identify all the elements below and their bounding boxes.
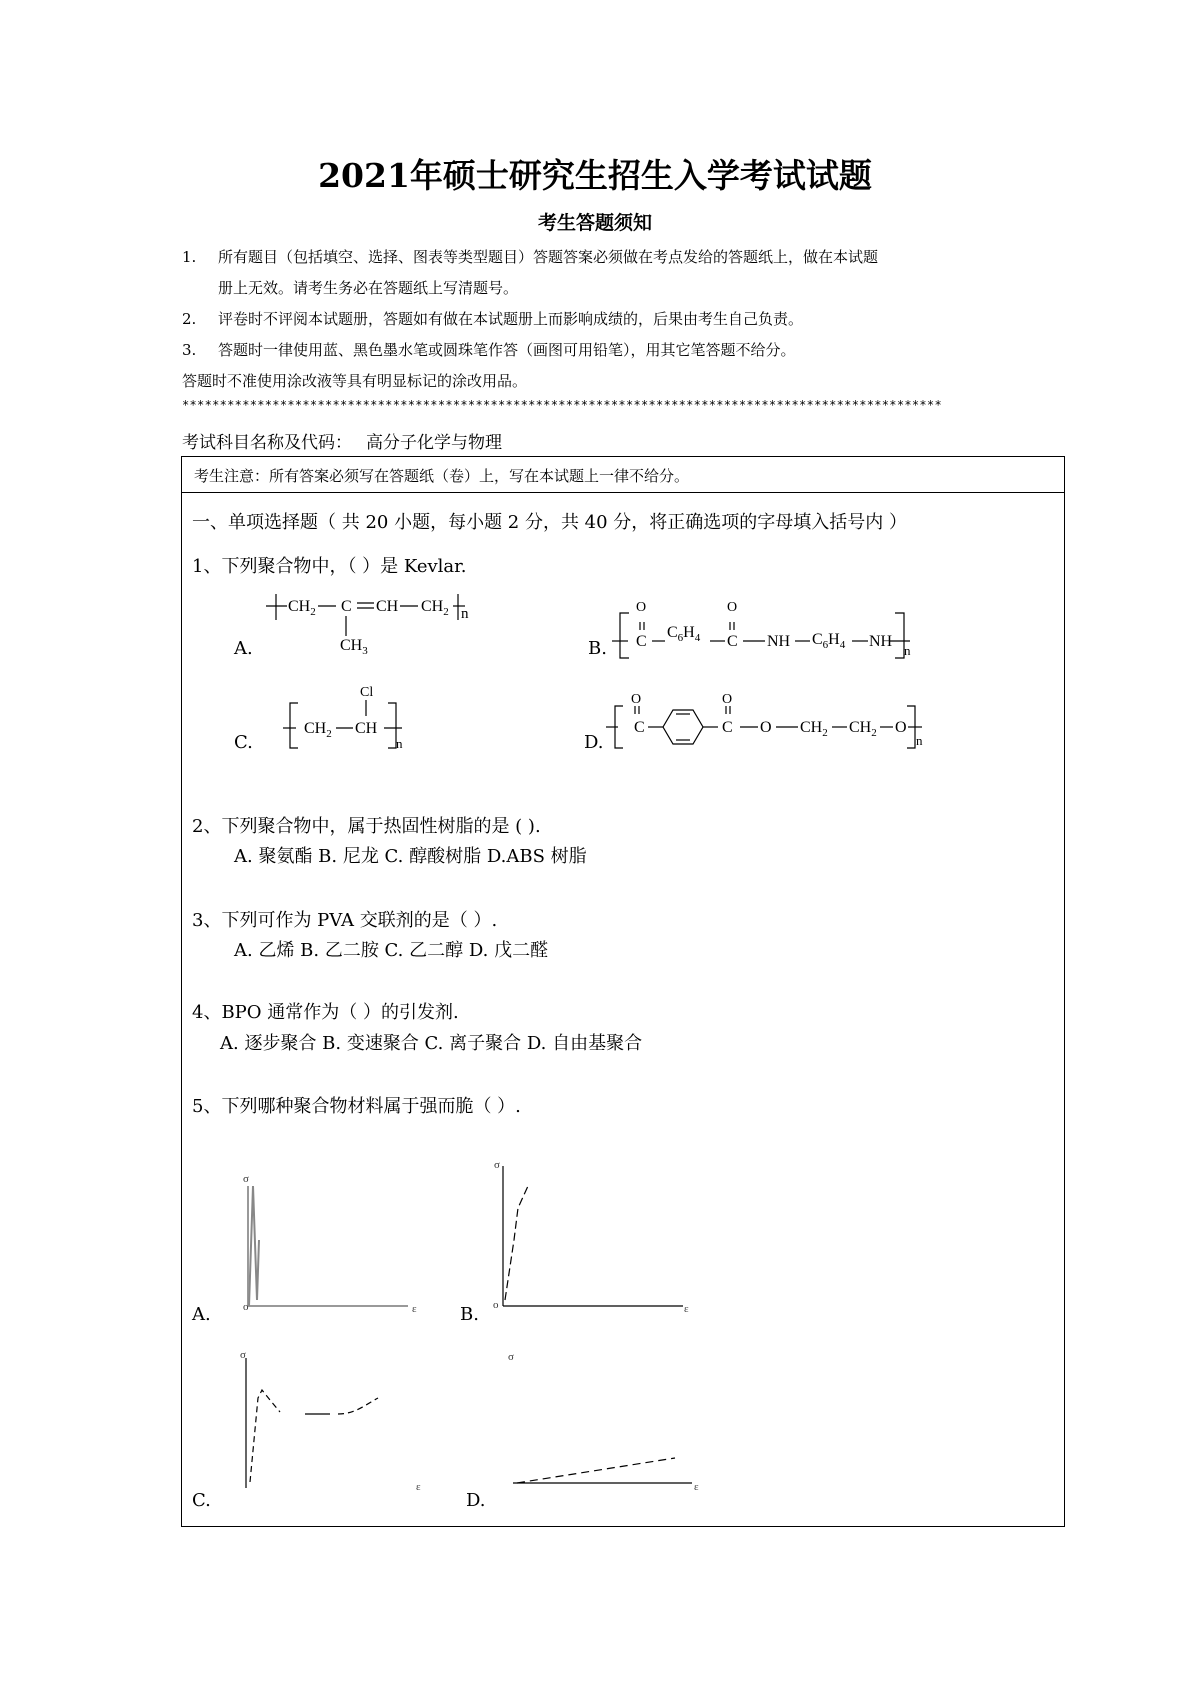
note-3-line1: 答题时一律使用蓝、黑色墨水笔或圆珠笔作答（画图可用铅笔），用其它笔答题不给分。 <box>218 341 796 359</box>
graph-d-sigma: σ <box>508 1351 514 1363</box>
chem-c-ch2: $CH_2$ <box>304 720 332 740</box>
stress-strain-graphs <box>0 1150 1190 1530</box>
q3-stem: 3、下列可作为 PVA 交联剂的是（ ）. <box>192 910 498 931</box>
graph-a-sigma: σ <box>243 1173 249 1185</box>
chem-c-n: n <box>396 736 403 751</box>
chem-b-c6h4-1: $C_6H_4$ <box>667 624 701 644</box>
q4-options: A. 逐步聚合 B. 变速聚合 C. 离子聚合 D. 自由基聚合 <box>220 1033 643 1054</box>
chem-b-nh1: NH <box>767 633 791 650</box>
q1-stem: 1、下列聚合物中，（ ）是 Kevlar. <box>192 556 467 577</box>
subject-label: 考试科目名称及代码： <box>182 433 352 453</box>
note-2-line1: 评卷时不评阅本试题册，答题如有做在本试题册上而影响成绩的，后果由考生自己负责。 <box>218 310 804 328</box>
chem-d-n: n <box>916 733 923 748</box>
chem-c-ch: CH <box>355 720 378 737</box>
chem-d-ch2b: $CH_2$ <box>849 719 877 739</box>
chem-b-nh2: NH <box>869 633 893 650</box>
q5-label-b: B. <box>460 1304 479 1325</box>
graph-c <box>246 1358 378 1488</box>
instructions-title: 考生答题须知 <box>537 212 652 234</box>
chem-d-o3: O <box>760 719 772 736</box>
graph-b-origin: o <box>493 1299 499 1311</box>
chem-b-c6h4-2: $C_6H_4$ <box>812 631 846 651</box>
graph-c-sigma: σ <box>240 1349 246 1361</box>
chem-a-ch3: $CH_3$ <box>340 637 368 657</box>
q1-label-d: D. <box>584 732 604 753</box>
chem-d-c1: C <box>634 719 645 736</box>
q4-stem: 4、BPO 通常作为（ ）的引发剂. <box>192 1002 459 1023</box>
chem-a-ch: CH <box>376 598 399 615</box>
chem-d-o4: O <box>895 719 907 736</box>
chem-structures <box>0 0 1190 790</box>
q2-options: A. 聚氨酯 B. 尼龙 C. 醇酸树脂 D.ABS 树脂 <box>234 846 587 867</box>
page-title: 2021年硕士研究生招生入学考试试题 <box>318 156 872 195</box>
graph-a-epsilon: ε <box>412 1303 417 1315</box>
q5-label-d: D. <box>466 1490 486 1511</box>
note-2-num: 2. <box>182 310 197 328</box>
q1-label-b: B. <box>588 638 607 659</box>
chem-a-ch2-1: $CH_2$ <box>288 598 316 618</box>
chem-d-c2: C <box>722 719 733 736</box>
chem-c-cl: Cl <box>360 685 374 700</box>
graph-b <box>503 1166 683 1306</box>
chem-a-c: C <box>341 598 352 615</box>
section-1-title: 一、单项选择题（ 共 20 小题，每小题 2 分，共 40 分，将正确选项的字母填入括号内 ） <box>192 512 908 533</box>
chem-a-n: n <box>461 606 469 622</box>
chem-b-o2: O <box>727 600 738 615</box>
note-1-line1: 所有题目（包括填空、选择、图表等类型题目）答题答案必须做在考点发给的答题纸上，做在本试题 <box>218 248 879 266</box>
subject-value: 高分子化学与物理 <box>366 433 502 453</box>
graph-b-epsilon: ε <box>684 1303 689 1315</box>
graph-a <box>248 1186 408 1306</box>
q3-options: A. 乙烯 B. 乙二胺 C. 乙二醇 D. 戊二醛 <box>234 940 549 961</box>
q5-label-a: A. <box>192 1304 211 1325</box>
chem-a-ch2-2: $CH_2$ <box>421 598 449 618</box>
chem-d-o2: O <box>722 692 733 707</box>
graph-a-origin: o <box>243 1301 249 1313</box>
chem-d-o1: O <box>631 692 642 707</box>
chem-b-n: n <box>904 643 911 658</box>
q1-label-c: C. <box>234 732 253 753</box>
box-header-text: 考生注意：所有答案必须写在答题纸（卷）上，写在本试题上一律不给分。 <box>194 467 690 485</box>
chem-b-c1: C <box>636 633 647 650</box>
note-3-num: 3. <box>182 341 197 359</box>
graph-d-epsilon: ε <box>694 1481 699 1493</box>
note-1-num: 1. <box>182 248 197 266</box>
q1-label-a: A. <box>234 638 253 659</box>
separator-line: ***************************************************************************************************** <box>182 398 942 412</box>
q2-stem: 2、下列聚合物中，属于热固性树脂的是 ( ). <box>192 816 541 837</box>
note-extra: 答题时不准使用涂改液等具有明显标记的涂改用品。 <box>182 372 528 390</box>
chem-b-o1: O <box>636 600 647 615</box>
note-1-line2: 册上无效。请考生务必在答题纸上写清题号。 <box>218 279 519 297</box>
q5-stem: 5、下列哪种聚合物材料属于强而脆（ ）. <box>192 1096 521 1117</box>
q5-label-c: C. <box>192 1490 211 1511</box>
graph-d <box>513 1458 692 1483</box>
chem-b-c2: C <box>727 633 738 650</box>
graph-b-sigma: σ <box>494 1159 500 1171</box>
graph-c-epsilon: ε <box>416 1481 421 1493</box>
chem-d-ch2a: $CH_2$ <box>800 719 828 739</box>
